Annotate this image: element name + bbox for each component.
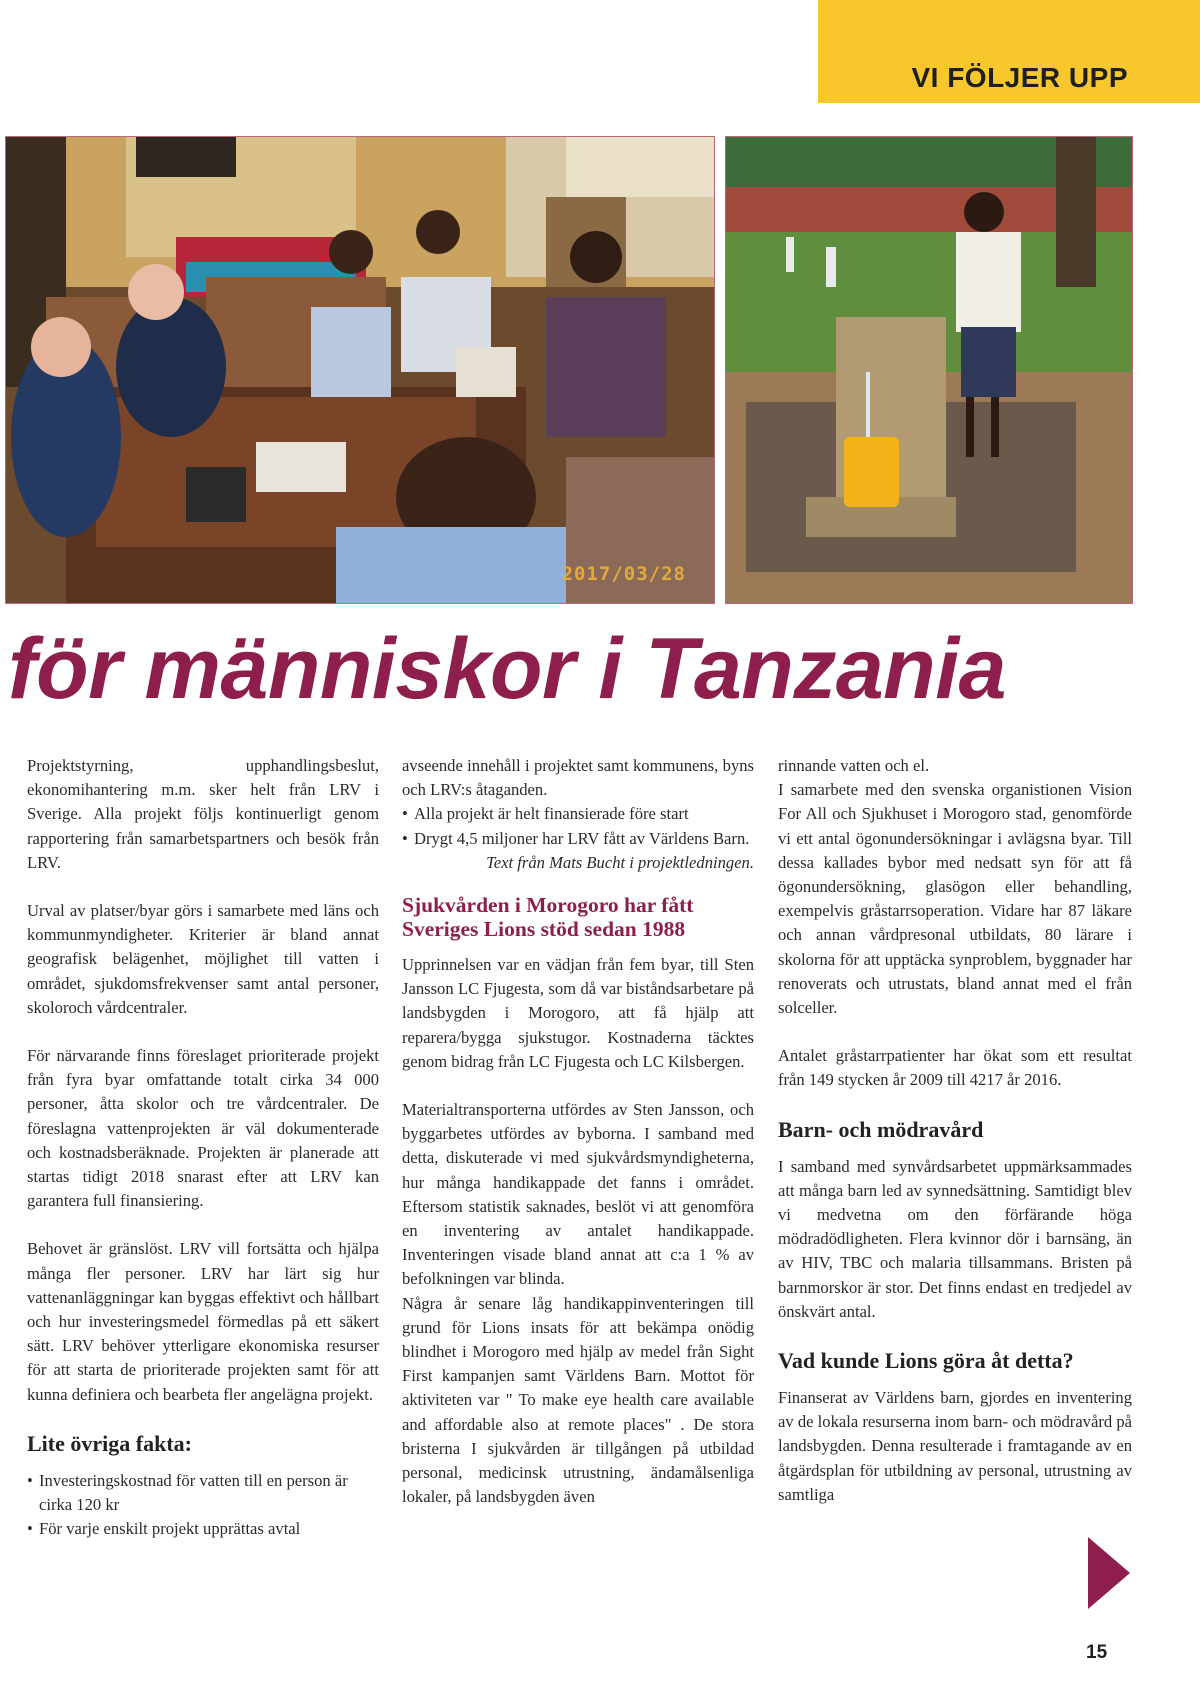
section-tag-label: VI FÖLJER UPP <box>911 62 1128 93</box>
text-column-3 <box>778 754 1132 1507</box>
page-number: 15 <box>1086 1642 1108 1663</box>
col3-paragraph-4: I samband med synvårdsarbetet uppmärksammades att många barn led av synnedsättning. Samtidigt blev vi medvetna om den förfärande höga mödradödligheten. Flera kvinnor dör i barnsäng, än av HIV, TBC och malaria tillsammans. Bristen på barnmorskor är stor. Det finns endast en tredjedel av önskvärt antal. <box>778 1156 1132 1321</box>
section-tag-banner <box>818 0 1200 103</box>
col2-paragraph-1: avseende innehåll i projektet samt kommunens, byns och LRV:s åtaganden. <box>402 756 754 800</box>
water-tap-photo <box>725 136 1133 604</box>
col2-paragraph-3: Materialtransporterna utfördes av Sten Jansson, och byggarbetes utfördes av byborna. I samband med detta, diskuterade vi med sjukvårdsmyndigheterna, hur många handikappade det fanns i området. Eftersom statistik saknades, beslöt vi att genomföra en inventering av antalet handikappade. Inventeringen visade bland annat att c:a 1 % av befolkningen var blinda. <box>402 1100 754 1289</box>
col1-paragraph-2: Urval av platser/byar görs i samarbete med läns och kommunmyndigheter. Kriterier är bland annat geografisk belägenhet, möjlighet till vatten i området, sjukdomsfrekvenser samt antal personer, skoloroch vårdcentraler. <box>27 901 379 1017</box>
col3-paragraph-5: Finanserat av Världens barn, gjordes en inventering av de lokala resurserna inom barn- och mödravård på landsbygden. Denna resulterade i framtagande av en åtgärdsplan för utbildning av personal, utrustning av samtliga <box>778 1388 1132 1504</box>
facts-list <box>27 1469 379 1542</box>
col3-paragraph-2: I samarbete med den svenska organistionen Vision For All och Sjukhuset i Morogoro stad, genomförde vi ett antal ögonundersökningar i avlägsna byar. Till dessa kallades bybor med nedsatt syn för att få ögonundersökning, glasögon eller behandling, exempelvis gråstarrsoperation. Vidare har 87 läkare och annan vårdpresonal utbildats, 80 lärare i skolorna för att upptäcka synproblem, byggnader har renoverats och utrustats, bland annat med el från solceller. <box>778 780 1132 1018</box>
meeting-photo-illustration <box>6 137 714 603</box>
author-credit: Text från Mats Bucht i projektledningen. <box>486 852 754 872</box>
text-column-2 <box>402 754 754 1509</box>
lions-action-heading: Vad kunde Lions göra åt detta? <box>778 1348 1074 1374</box>
col3-paragraph-3: Antalet gråstarrpatienter har ökat som ett resultat från 149 stycken år 2009 till 4217 år 2016. <box>778 1046 1132 1090</box>
funding-item-1: • Alla projekt är helt finansierade före start <box>402 802 754 826</box>
funding-item-2: • Drygt 4,5 miljoner har LRV fått av Världens Barn. <box>402 827 754 851</box>
col3-paragraph-1: rinnande vatten och el. <box>778 756 930 775</box>
col1-paragraph-4: Behovet är gränslöst. LRV vill fortsätta och hjälpa många fler personer. LRV har lärt sig hur vattenanläggningar kan byggas effektivt och hållbart och hur investeringsmedel förmedlas på ett säkert sätt. LRV behöver ytterligare ekonomiska resurser för att starta de prioriterade projekten samt för att kunna definiera och bearbeta fler angelägna projekt. <box>27 1239 379 1404</box>
child-maternal-care-heading: Barn- och mödravård <box>778 1116 984 1142</box>
photo-date-stamp: 2017/03/28 <box>561 563 686 585</box>
col1-paragraph-3: För närvarande finns föreslaget prioriterade projekt från fyra byar omfattande totalt cirka 34 000 personer, åtta skolor och tre vårdcentraler. De föreslagna vattenprojekten är väl dokumenterade och kostnadsberäknade. Projekten är planerade att startas tidigt 2018 snarast efter att LRV kan garantera full finansiering. <box>27 1046 379 1211</box>
text-column-1 <box>27 754 379 1541</box>
col2-paragraph-2: Upprinnelsen var en vädjan från fem byar, till Sten Jansson LC Fjugesta, som då var biståndsarbetare på landsbygden i Morogoro, att få hjälp att reparera/bygga sjukstugor. Kostnaderna täcktes genom bidrag från LC Fjugesta och LC Kilsbergen. <box>402 955 754 1071</box>
continue-arrow-icon <box>1088 1537 1130 1609</box>
meeting-photo <box>5 136 715 604</box>
facts-item-1: • Investeringskostnad för vatten till en person är cirka 120 kr <box>27 1469 379 1517</box>
col2-paragraph-4: Några år senare låg handikappinventeringen till grund för Lions insats för att bekämpa onödig blindhet i Morogoro med hjälp av medel från Sight First kampanjen samt Världens Barn. Mottot för aktiviteten var " To make eye health care available and affordable also at remote places" . De stora bristerna I sjukvården är tillgången på utbildad personal, medicinsk utrustning, ändamålsenliga lokaler, på landsbygden även <box>402 1293 754 1507</box>
facts-heading: Lite övriga fakta: <box>27 1430 192 1456</box>
funding-list <box>402 802 754 850</box>
facts-item-2: • För varje enskilt projekt upprättas avtal <box>27 1517 379 1541</box>
water-tap-photo-illustration <box>726 137 1132 603</box>
morogoro-heading: Sjukvården i Morogoro har fått Sveriges Lions stöd sedan 1988 <box>402 893 694 942</box>
col1-paragraph-1: Projektstyrning, upphandlingsbeslut, ekonomihantering m.m. sker helt från LRV i Sverige. Alla projekt följs kontinuerligt genom rapportering från samarbetspartners och besök från LRV. <box>27 756 379 872</box>
article-headline: för människor i Tanzania <box>8 621 1006 717</box>
